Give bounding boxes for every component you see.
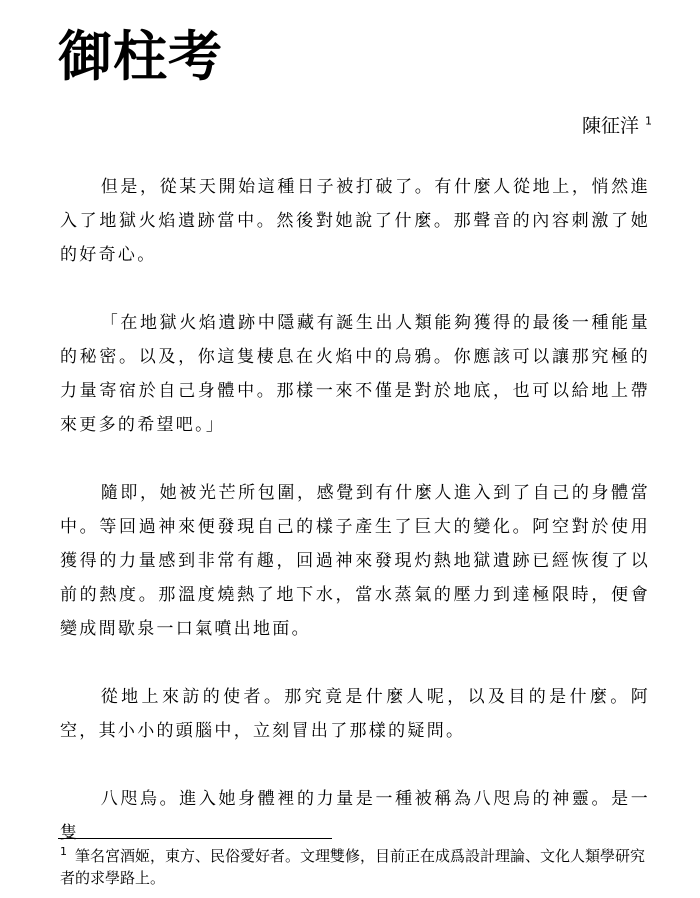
paragraph-3: 隨即，她被光芒所包圍，感覺到有什麼人進入到了自己的身體當中。等回過神來便發現自己的樣子產生了巨大的變化。阿空對於使用獲得的力量感到非常有趣，回過神來發現灼熱地獄遺跡已經恢復了以前的熱度。那溫度燒熱了地下水，當水蒸氣的壓力到達極限時，便會變成間歇泉一口氣噴出地面。 [60, 483, 650, 639]
page-title: 御柱考 [58, 25, 223, 88]
footnote-mark: 1 [60, 845, 67, 858]
paragraph-2: 「在地獄火焰遺跡中隱藏有誕生出人類能夠獲得的最後一種能量的秘密。以及，你這隻棲息在火焰中的烏鴉。你應該可以讓那究極的力量寄宿於自己身體中。那樣一來不僅是對於地底，也可以給地上帶來更多的希望吧。」 [60, 313, 650, 435]
footnote-reference[interactable]: 1 [645, 114, 652, 128]
footnote [60, 845, 650, 889]
paragraph-1: 但是，從某天開始這種日子被打破了。有什麼人從地上，悄然進入了地獄火焰遺跡當中。然後對她說了什麼。那聲音的內容刺激了她的好奇心。 [60, 177, 650, 265]
footnote-text: 筆名宮酒姬，東方、民俗愛好者。文理雙修，目前正在成爲設計理論、文化人類學研究者的求學路上。 [60, 847, 646, 887]
paragraph-4: 從地上來訪的使者。那究竟是什麼人呢，以及目的是什麼。阿空，其小小的頭腦中，立刻冒出了那樣的疑問。 [60, 687, 650, 741]
body-text [60, 170, 650, 884]
paragraph-5: 八咫烏。進入她身體裡的力量是一種被稱為八咫烏的神靈。是一隻 [60, 789, 650, 843]
author-name: 陳征洋 [581, 115, 639, 137]
footnote-divider [58, 838, 332, 839]
author-line [582, 112, 652, 140]
